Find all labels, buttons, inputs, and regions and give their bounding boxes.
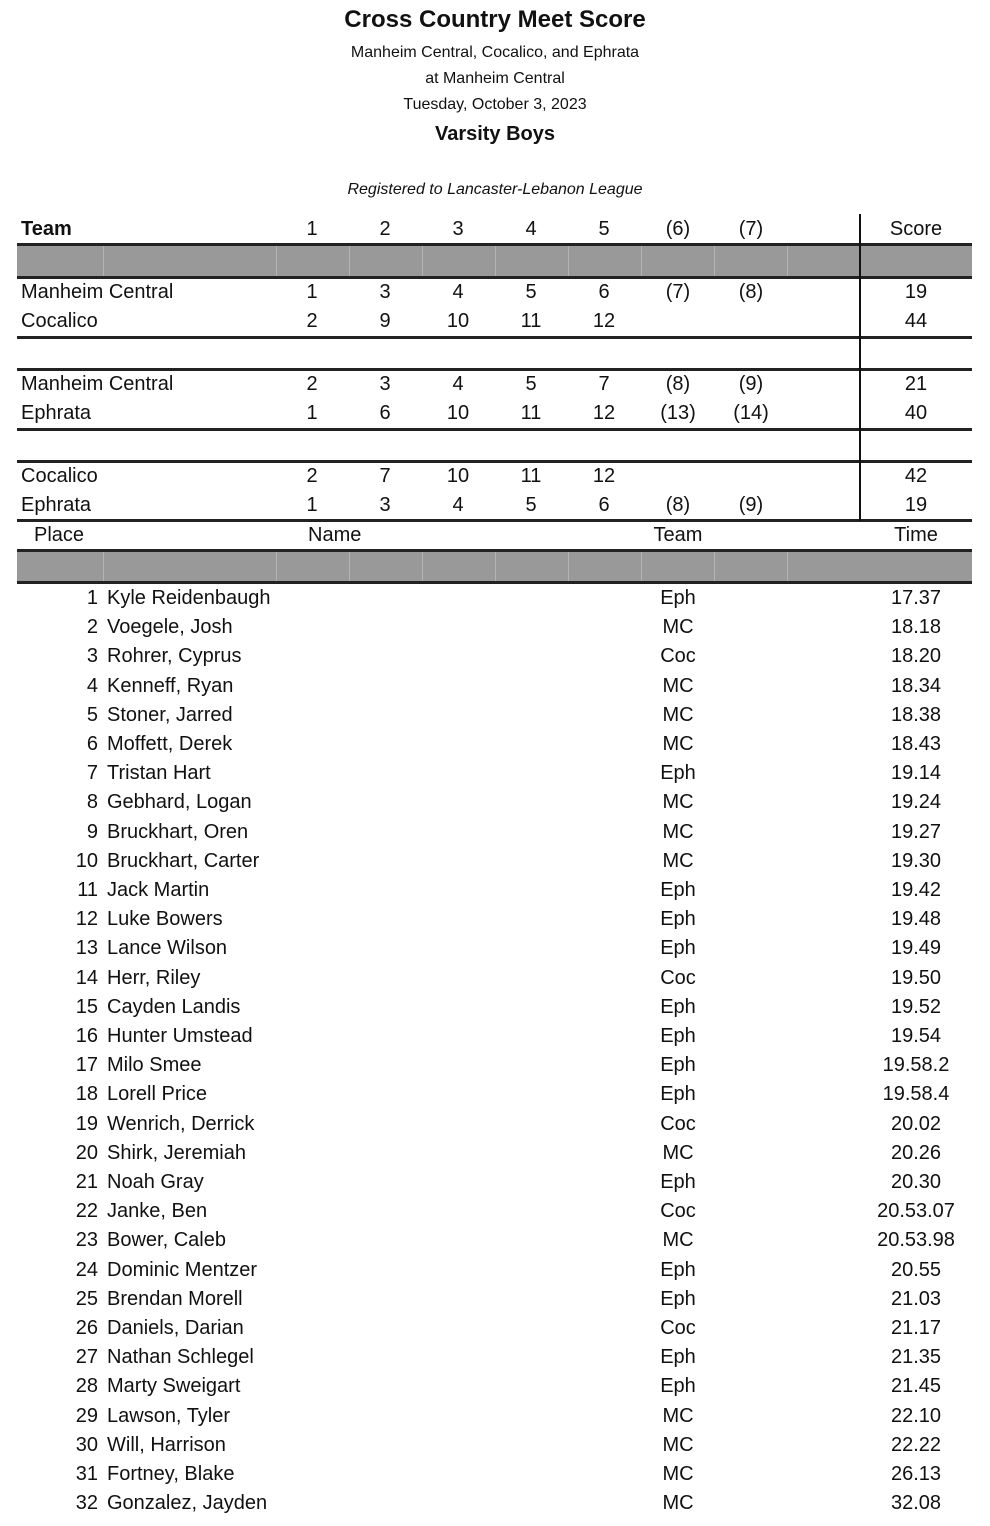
runner-time: 21.45 [890, 1375, 942, 1398]
place-value: (8) [665, 373, 691, 395]
runner-team: Eph [660, 995, 696, 1018]
runner-time: 19.52 [890, 995, 942, 1018]
runner-team: Coc [660, 966, 696, 989]
place-value: 6 [379, 402, 391, 424]
col-header-time: Time [894, 524, 938, 546]
runner-time: 18.38 [890, 703, 942, 726]
runner-name: Janke, Ben [107, 1200, 208, 1223]
runner-time: 19.24 [890, 791, 942, 814]
place-value: 11 [520, 465, 542, 487]
runner-time: 21.17 [890, 1317, 942, 1339]
runner-time: 26.13 [890, 1463, 942, 1485]
runner-name: Kyle Reidenbaugh [107, 587, 271, 609]
runner-team: MC [662, 1229, 694, 1252]
meet-date: Tuesday, October 3, 2023 [403, 96, 587, 113]
place: 12 [75, 908, 98, 931]
division-title: Varsity Boys [434, 123, 556, 145]
place: 29 [75, 1404, 98, 1427]
team-name: Ephrata [21, 402, 92, 424]
place: 11 [77, 879, 98, 901]
place: 1 [86, 587, 98, 609]
col-header-team: Team [21, 218, 72, 240]
runner-name: Lorell Price [107, 1083, 208, 1106]
runner-team: MC [662, 733, 694, 755]
runner-name: Nathan Schlegel [107, 1346, 254, 1369]
place: 4 [86, 674, 98, 697]
band-divider [276, 552, 277, 581]
runner-team: Eph [660, 1346, 696, 1369]
team-score: 44 [904, 310, 928, 332]
runner-team: MC [662, 674, 694, 697]
runner-name: Bruckhart, Carter [107, 849, 260, 872]
runner-team: Eph [660, 1258, 696, 1281]
runner-time: 32.08 [890, 1492, 942, 1515]
place: 3 [86, 645, 98, 668]
band-divider [103, 552, 104, 581]
place-value: 5 [525, 494, 537, 516]
team-score: 21 [904, 373, 928, 395]
runner-name: Hunter Umstead [107, 1025, 253, 1047]
col-header-name: Name [308, 524, 362, 546]
runner-time: 19.42 [890, 879, 942, 901]
runner-name: Gonzalez, Jayden [107, 1492, 268, 1515]
place: 7 [86, 762, 98, 785]
place-value: 12 [592, 465, 616, 487]
place-value: 1 [306, 402, 318, 424]
runner-team: MC [662, 703, 694, 726]
band-divider [495, 552, 496, 581]
team-name: Manheim Central [21, 373, 174, 395]
results-header-band [17, 552, 972, 581]
runner-team: MC [662, 1433, 694, 1456]
header-band [17, 246, 972, 276]
col-header-score: Score [889, 218, 943, 240]
place: 22 [75, 1200, 98, 1223]
runner-name: Will, Harrison [107, 1433, 226, 1456]
place-value: 7 [379, 465, 391, 487]
runner-name: Gebhard, Logan [107, 791, 252, 814]
place-value: (7) [665, 281, 691, 303]
place-value: 1 [306, 494, 318, 516]
place-value: 3 [379, 494, 391, 516]
place-value: (9) [738, 494, 764, 516]
place-value: 12 [592, 402, 616, 424]
runner-team: Eph [660, 1054, 696, 1077]
place: 26 [75, 1317, 98, 1339]
place: 13 [75, 937, 98, 960]
col-header-place-1: 1 [306, 218, 318, 240]
runner-time: 18.20 [890, 645, 942, 668]
place: 10 [75, 849, 98, 872]
runner-name: Milo Smee [107, 1054, 202, 1077]
runner-time: 20.55 [890, 1258, 942, 1281]
runner-name: Wenrich, Derrick [107, 1112, 255, 1135]
runner-team: Coc [660, 1112, 696, 1135]
team-name: Ephrata [21, 494, 92, 516]
place: 8 [86, 791, 98, 814]
col-header-place-5: 5 [598, 218, 610, 240]
place-value: 5 [525, 281, 537, 303]
runner-name: Rohrer, Cyprus [107, 645, 242, 668]
place: 2 [86, 616, 98, 639]
runner-time: 18.43 [890, 733, 942, 755]
meet-teams: Manheim Central, Cocalico, and Ephrata [350, 44, 640, 61]
runner-time: 22.10 [890, 1404, 942, 1427]
runner-time: 19.14 [890, 762, 942, 785]
runner-team: Eph [660, 1171, 696, 1193]
place: 28 [75, 1375, 98, 1398]
band-divider [714, 246, 715, 276]
runner-name: Bower, Caleb [107, 1229, 226, 1252]
team-name: Cocalico [21, 310, 98, 332]
runner-name: Lawson, Tyler [107, 1404, 231, 1427]
runner-time: 21.35 [890, 1346, 942, 1369]
runner-name: Kenneff, Ryan [107, 674, 234, 697]
place: 32 [75, 1492, 98, 1515]
score-column-divider [859, 214, 861, 521]
place: 6 [86, 733, 98, 755]
rule-line [17, 428, 972, 431]
runner-name: Bruckhart, Oren [107, 820, 249, 843]
col-header-team: Team [653, 524, 703, 546]
runner-time: 19.58.2 [882, 1054, 950, 1077]
band-divider [641, 552, 642, 581]
band-divider [349, 552, 350, 581]
runner-name: Herr, Riley [107, 966, 201, 989]
runner-time: 20.02 [890, 1112, 942, 1135]
runner-team: Eph [660, 587, 696, 609]
place: 23 [75, 1229, 98, 1252]
place: 27 [75, 1346, 98, 1369]
band-divider [641, 246, 642, 276]
col-header-place: Place [34, 524, 85, 546]
place-value: 2 [306, 373, 318, 395]
runner-name: Moffett, Derek [107, 733, 233, 755]
runner-team: Eph [660, 908, 696, 931]
runner-team: Eph [660, 937, 696, 960]
place-value: 4 [452, 281, 464, 303]
runner-team: Eph [660, 1375, 696, 1398]
place-value: 11 [520, 402, 542, 424]
runner-team: MC [662, 849, 694, 872]
place: 24 [75, 1258, 98, 1281]
team-name: Cocalico [21, 465, 98, 487]
place-value: 4 [452, 373, 464, 395]
runner-team: Eph [660, 1287, 696, 1310]
place: 21 [75, 1171, 98, 1193]
team-score: 19 [904, 494, 928, 516]
runner-name: Voegele, Josh [107, 616, 233, 639]
col-header-place-7: (7) [738, 218, 764, 240]
col-header-place-3: 3 [452, 218, 464, 240]
runner-team: Eph [660, 879, 696, 901]
band-divider [714, 552, 715, 581]
runner-name: Shirk, Jeremiah [107, 1141, 246, 1164]
runner-name: Luke Bowers [107, 908, 223, 931]
rule-line [17, 581, 972, 584]
place-value: 6 [598, 494, 610, 516]
place-value: 3 [379, 281, 391, 303]
runner-name: Marty Sweigart [107, 1375, 241, 1398]
runner-time: 19.30 [890, 849, 942, 872]
runner-time: 19.27 [890, 820, 942, 843]
band-divider [787, 552, 788, 581]
band-divider [422, 246, 423, 276]
team-score: 42 [904, 465, 928, 487]
runner-team: Coc [660, 1200, 696, 1223]
runner-time: 19.58.4 [882, 1083, 950, 1106]
place-value: 3 [379, 373, 391, 395]
runner-name: Stoner, Jarred [107, 703, 233, 726]
runner-time: 18.18 [890, 616, 942, 639]
runner-name: Noah Gray [107, 1171, 204, 1193]
band-divider [349, 246, 350, 276]
col-header-place-6: (6) [665, 218, 691, 240]
runner-name: Jack Martin [107, 879, 210, 901]
runner-time: 19.54 [890, 1025, 942, 1047]
place-value: (8) [738, 281, 764, 303]
runner-name: Tristan Hart [107, 762, 211, 785]
page-title: Cross Country Meet Score [344, 6, 646, 33]
place: 15 [75, 995, 98, 1018]
runner-team: Eph [660, 1083, 696, 1106]
runner-time: 19.50 [890, 966, 942, 989]
band-divider [422, 552, 423, 581]
runner-time: 17.37 [890, 587, 942, 609]
runner-team: Eph [660, 1025, 696, 1047]
runner-time: 20.53.98 [877, 1229, 955, 1252]
rule-line [17, 460, 972, 463]
runner-team: MC [662, 1404, 694, 1427]
place-value: 10 [446, 465, 470, 487]
place: 20 [75, 1141, 98, 1164]
runner-team: MC [662, 1463, 694, 1485]
team-name: Manheim Central [21, 281, 174, 303]
place: 17 [75, 1054, 98, 1077]
registration-note: Registered to Lancaster-Lebanon League [347, 181, 643, 198]
runner-name: Cayden Landis [107, 995, 241, 1018]
meet-location: at Manheim Central [425, 70, 565, 87]
runner-team: MC [662, 1141, 694, 1164]
col-header-place-4: 4 [525, 218, 537, 240]
band-divider [787, 246, 788, 276]
runner-time: 20.30 [890, 1171, 942, 1193]
runner-time: 21.03 [890, 1287, 942, 1310]
rule-line [17, 336, 972, 339]
runner-name: Brendan Morell [107, 1287, 243, 1310]
place-value: 5 [525, 373, 537, 395]
place-value: 6 [598, 281, 610, 303]
place-value: 9 [379, 310, 391, 332]
place-value: 10 [446, 402, 470, 424]
place: 9 [86, 820, 98, 843]
runner-time: 19.49 [890, 937, 942, 960]
place: 25 [75, 1287, 98, 1310]
band-divider [568, 246, 569, 276]
runner-name: Dominic Mentzer [107, 1258, 258, 1281]
place: 16 [75, 1025, 98, 1047]
rule-line [17, 368, 972, 371]
runner-name: Fortney, Blake [107, 1463, 235, 1485]
team-score: 40 [904, 402, 928, 424]
place: 19 [75, 1112, 98, 1135]
place-value: 2 [306, 465, 318, 487]
rule-line [17, 519, 972, 522]
place-value: 7 [598, 373, 610, 395]
place: 14 [75, 966, 98, 989]
place-value: 12 [592, 310, 616, 332]
runner-team: Eph [660, 762, 696, 785]
band-divider [103, 246, 104, 276]
place-value: 11 [520, 310, 542, 332]
band-divider [495, 246, 496, 276]
band-divider [568, 552, 569, 581]
place-value: 2 [306, 310, 318, 332]
place-value: (13) [660, 402, 696, 424]
runner-time: 20.26 [890, 1141, 942, 1164]
runner-team: MC [662, 1492, 694, 1515]
runner-team: MC [662, 820, 694, 843]
runner-team: Coc [660, 645, 696, 668]
place: 31 [75, 1463, 98, 1485]
band-divider [276, 246, 277, 276]
runner-time: 20.53.07 [877, 1200, 955, 1223]
place: 18 [75, 1083, 98, 1106]
place-value: (8) [665, 494, 691, 516]
place-value: 1 [306, 281, 318, 303]
col-header-place-2: 2 [379, 218, 391, 240]
runner-time: 18.34 [890, 674, 942, 697]
place-value: (9) [738, 373, 764, 395]
team-score: 19 [904, 281, 928, 303]
runner-time: 19.48 [890, 908, 942, 931]
runner-team: MC [662, 791, 694, 814]
runner-team: Coc [660, 1317, 696, 1339]
runner-time: 22.22 [890, 1433, 942, 1456]
runner-name: Lance Wilson [107, 937, 228, 960]
rule-line [17, 276, 972, 279]
runner-name: Daniels, Darian [107, 1317, 244, 1339]
place-value: 4 [452, 494, 464, 516]
place-value: (14) [733, 402, 769, 424]
runner-team: MC [662, 616, 694, 639]
place: 30 [75, 1433, 98, 1456]
place-value: 10 [446, 310, 470, 332]
place: 5 [86, 703, 98, 726]
